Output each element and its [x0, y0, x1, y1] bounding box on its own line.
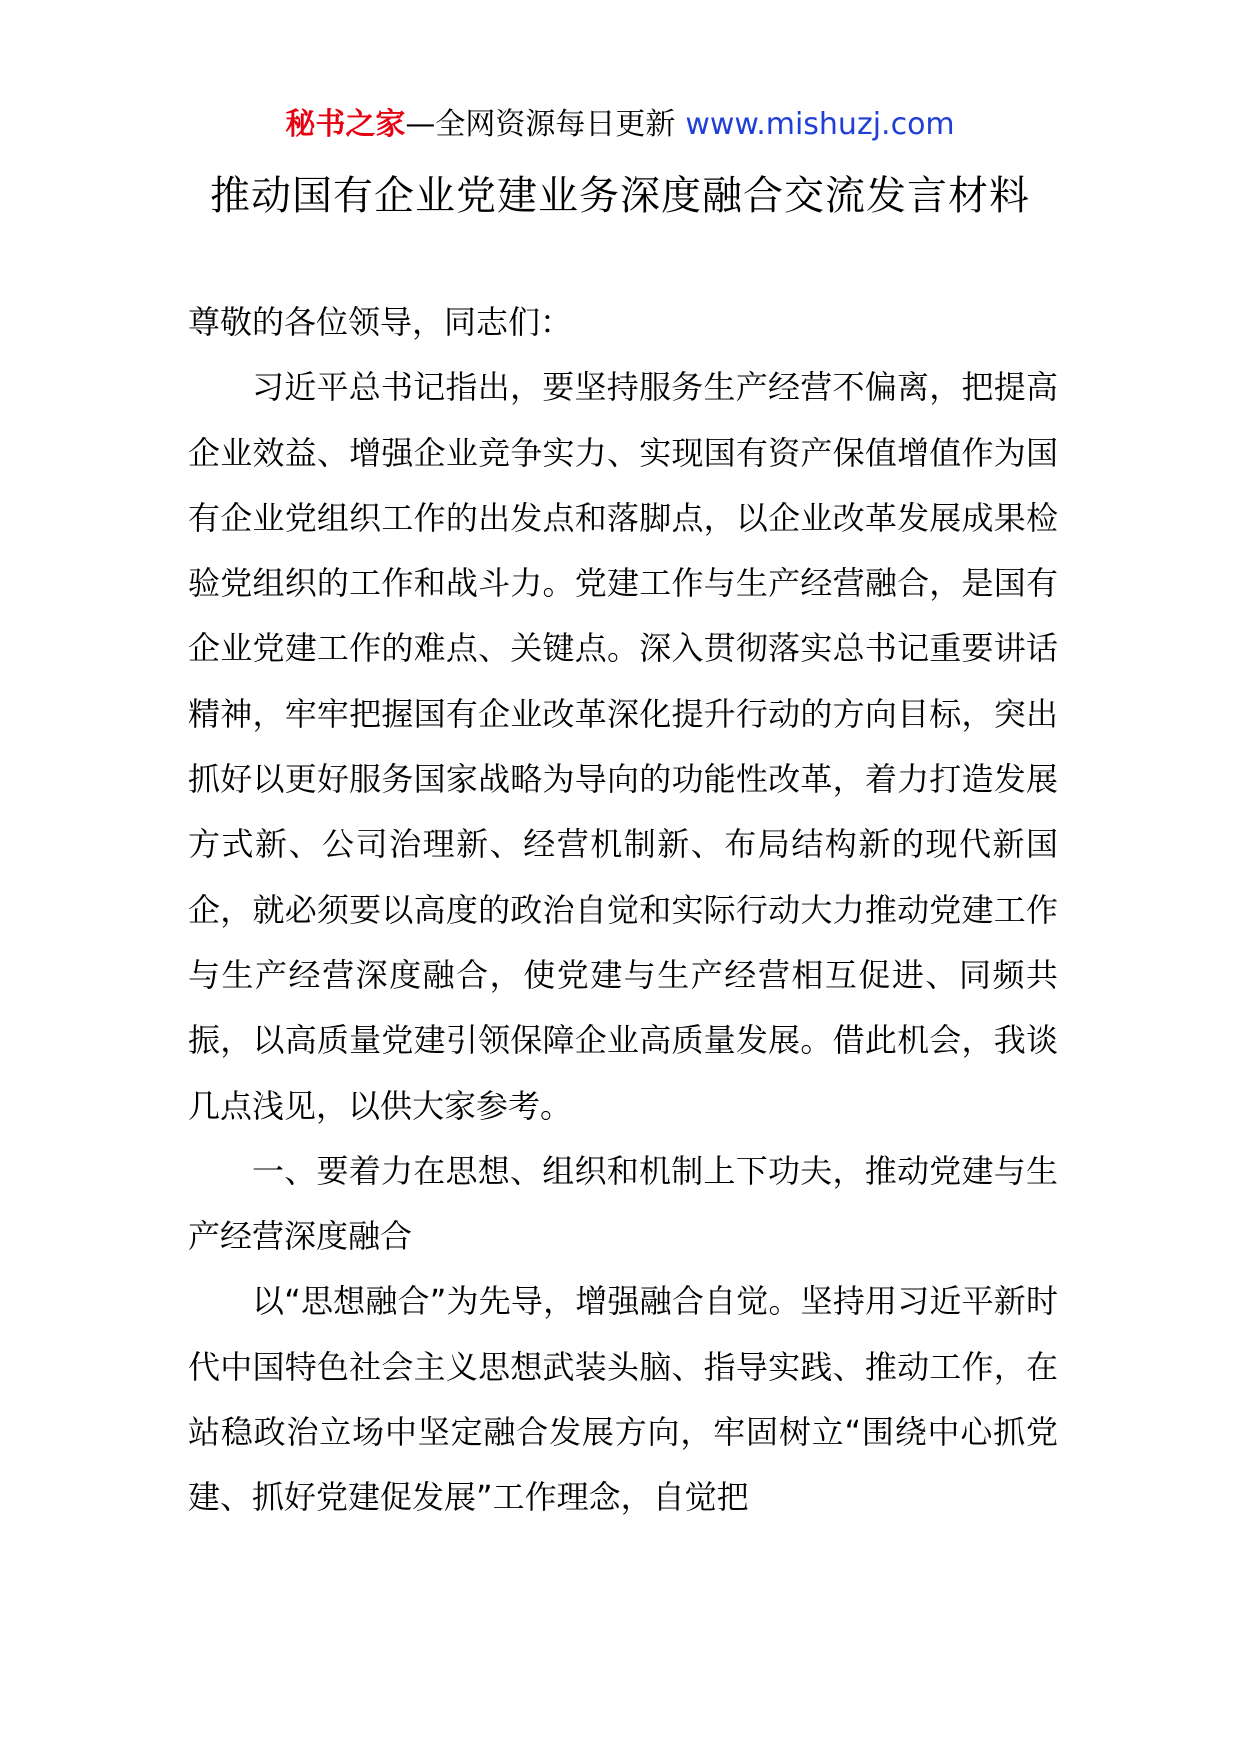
document-body [188, 290, 1058, 1531]
site-url-link[interactable]: www.mishuzj.com [685, 107, 955, 142]
site-header [0, 103, 1240, 147]
site-tagline: —全网资源每日更新 [405, 107, 676, 142]
paragraph-intro: 习近平总书记指出，要坚持服务生产经营不偏离，把提高企业效益、增强企业竞争实力、实现国有资产保值增值作为国有企业党组织工作的出发点和落脚点，以企业改革发展成果检验党组织的工作和战斗力。党建工作与生产经营融合，是国有企业党建工作的难点、关键点。深入贯彻落实总书记重要讲话精神，牢牢把握国有企业改革深化提升行动的方向目标，突出抓好以更好服务国家战略为导向的功能性改革，着力打造发展方式新、公司治理新、经营机制新、布局结构新的现代新国企，就必须要以高度的政治自觉和实际行动大力推动党建工作与生产经营深度融合，使党建与生产经营相互促进、同频共振，以高质量党建引领保障企业高质量发展。借此机会，我谈几点浅见，以供大家参考。 [188, 368, 1058, 1125]
site-brand: 秘书之家 [285, 107, 406, 142]
paragraph-thought-integration: 以“思想融合”为先导，增强融合自觉。坚持用习近平新时代中国特色社会主义思想武装头脑、指导实践、推动工作，在站稳政治立场中坚定融合发展方向，牢固树立“围绕中心抓党建、抓好党建促发展”工作理念，自觉把 [188, 1282, 1058, 1517]
document-title: 推动国有企业党建业务深度融合交流发言材料 [210, 173, 1030, 219]
salutation: 尊敬的各位领导，同志们： [188, 303, 573, 341]
section-heading-1: 一、要着力在思想、组织和机制上下功夫，推动党建与生产经营深度融合 [188, 1151, 1058, 1256]
